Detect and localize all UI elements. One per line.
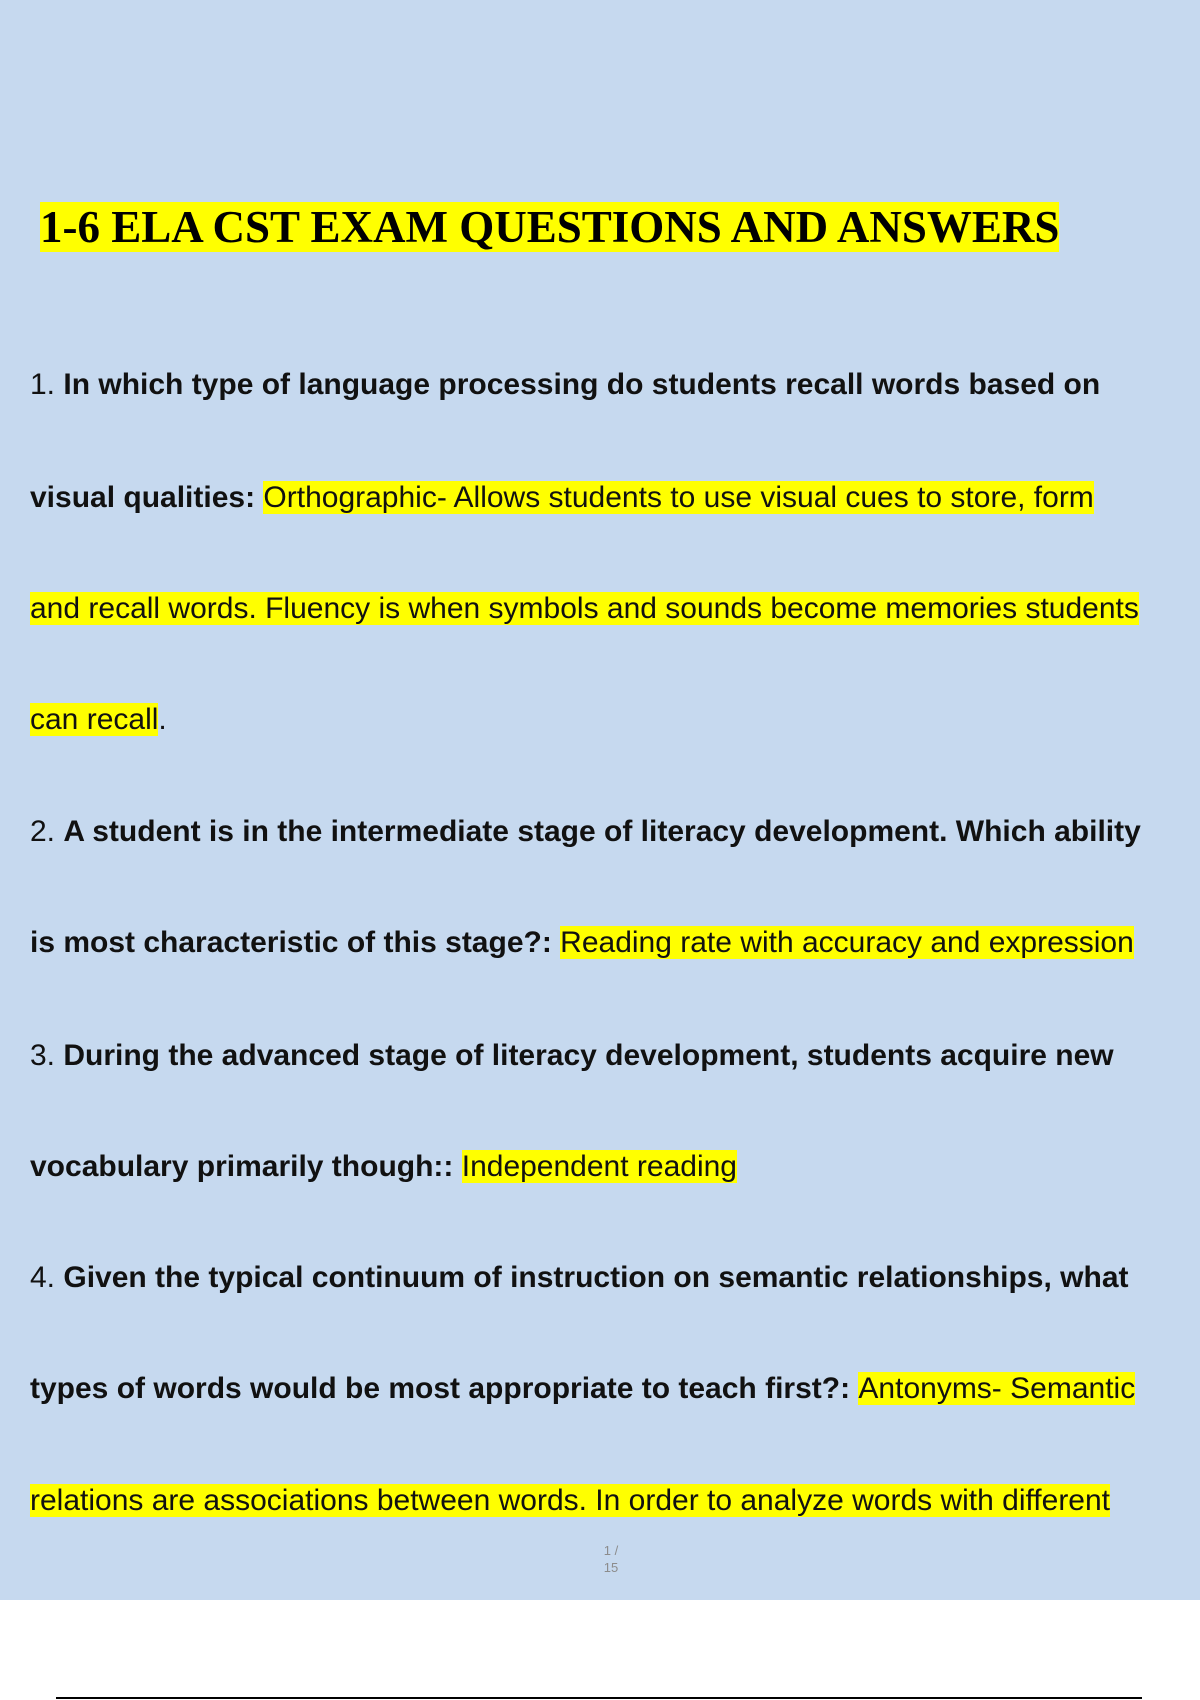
question-1-line-2: [30, 478, 1094, 518]
page-current: 1 /: [603, 1543, 619, 1558]
question-text: In which type of language processing do students recall words based on: [63, 368, 1101, 401]
answer-punctuation: .: [158, 703, 167, 736]
answer-4-line-3: [30, 1481, 1110, 1521]
question-2-line-2: [30, 923, 1134, 963]
question-text: vocabulary primarily though::: [30, 1150, 462, 1183]
answer-1-line-3: [30, 589, 1139, 629]
answer-text: Independent reading: [461, 1150, 737, 1183]
answer-text: and recall words. Fluency is when symbols and sounds become memories students: [30, 592, 1139, 625]
question-text: visual qualities:: [30, 481, 264, 514]
question-number: 2.: [30, 815, 64, 848]
page-divider: [56, 1697, 1142, 1699]
question-3-line-2: [30, 1147, 737, 1187]
question-1-line-1: [30, 365, 1100, 405]
answer-text: Reading rate with accuracy and expression: [560, 926, 1134, 959]
question-4-line-1: [30, 1258, 1129, 1298]
question-text: Given the typical continuum of instruction on semantic relationships, what: [63, 1261, 1129, 1294]
question-text: A student is in the intermediate stage of literacy development. Which ability: [63, 815, 1141, 848]
question-3-line-1: [30, 1036, 1114, 1076]
answer-1-line-4: [30, 700, 167, 740]
question-number: 4.: [30, 1261, 64, 1294]
answer-text: relations are associations between words. In order to analyze words with different: [30, 1484, 1111, 1517]
question-4-line-2: [30, 1369, 1135, 1409]
page-total: 15: [603, 1560, 619, 1575]
question-text: During the advanced stage of literacy development, students acquire new: [63, 1039, 1114, 1072]
page-number: [596, 1542, 626, 1576]
document-title: [40, 198, 1059, 256]
question-number: 1.: [30, 368, 64, 401]
answer-text: can recall: [30, 703, 159, 736]
question-2-line-1: [30, 812, 1141, 852]
answer-text: Antonyms- Semantic: [858, 1372, 1136, 1405]
title-highlight: 1-6 ELA CST EXAM QUESTIONS AND ANSWERS: [40, 202, 1060, 252]
answer-text: Orthographic- Allows students to use visual cues to store, form: [263, 481, 1094, 514]
question-text: is most characteristic of this stage?:: [30, 926, 561, 959]
question-text: types of words would be most appropriate to teach first?:: [30, 1372, 859, 1405]
question-number: 3.: [30, 1039, 64, 1072]
